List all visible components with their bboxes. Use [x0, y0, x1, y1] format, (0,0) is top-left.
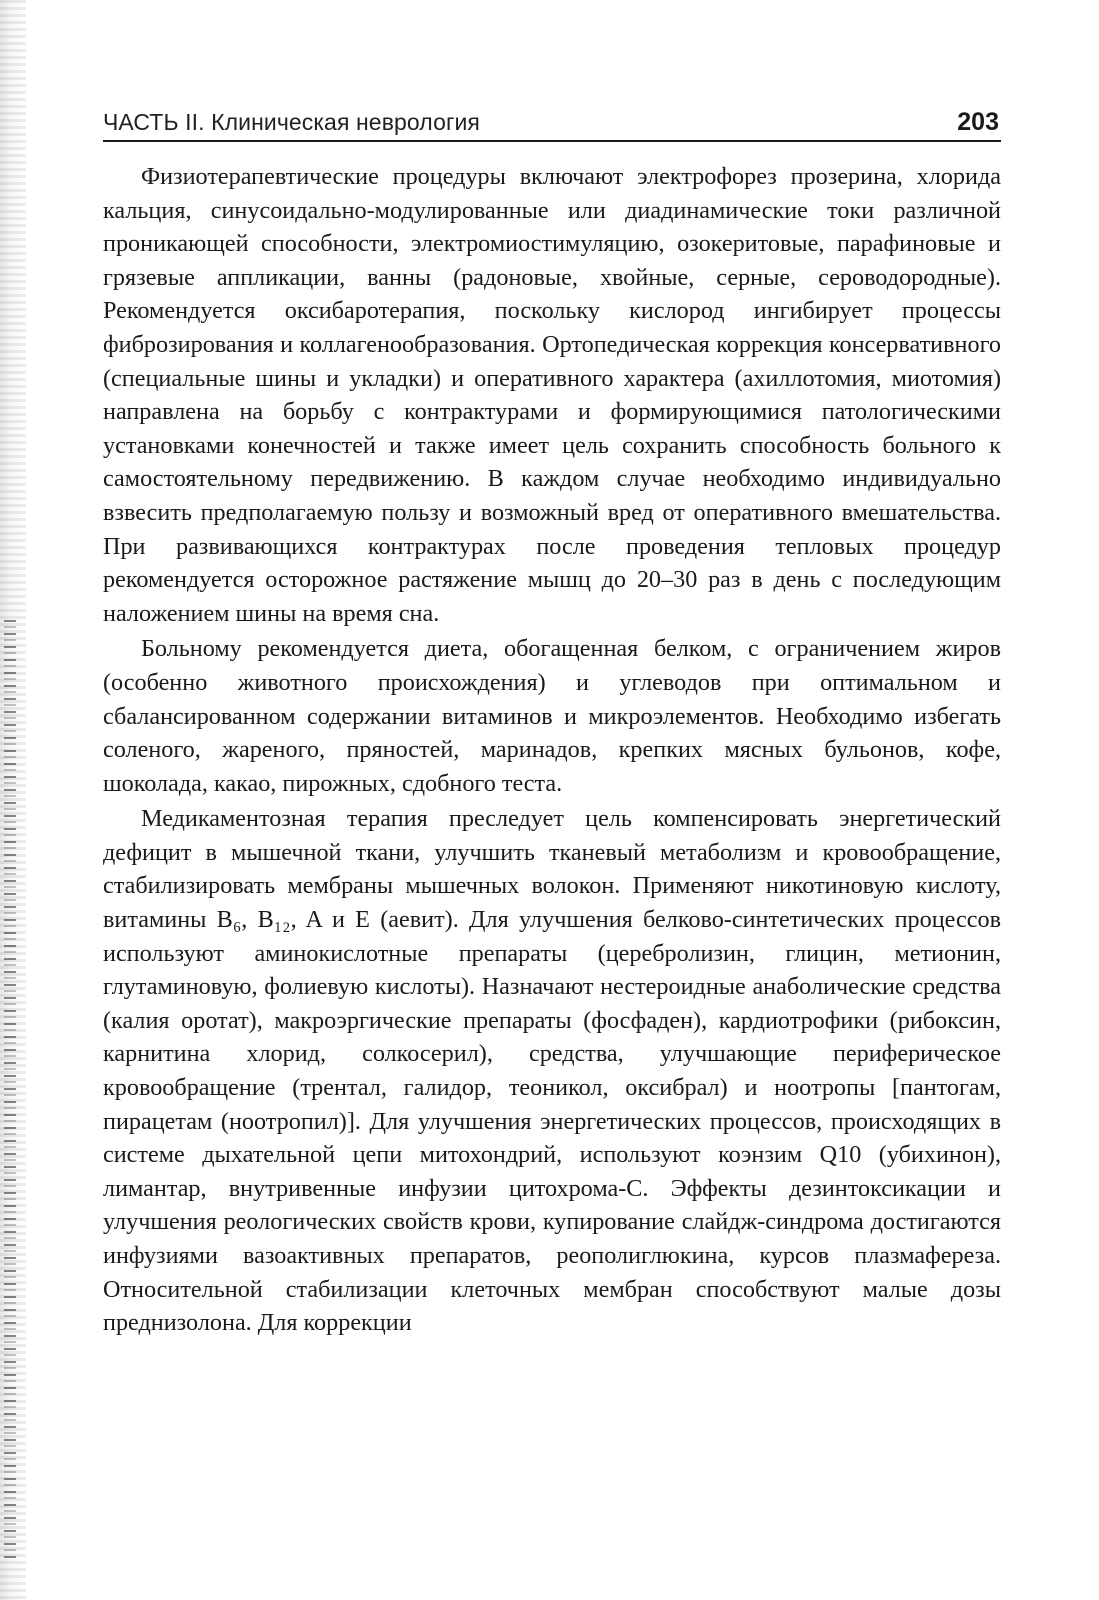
- body-text: [103, 160, 1001, 1340]
- paragraph-medication: Медикаментозная терапия преследует цель компенсировать энергетический дефицит в мышечной ткани, улучшить тканевый метаболизм и кровообращение, стабилизировать мембраны мышечных волокон. Применяют никотиновую кислоту, витамины B₆, B₁₂, A и E (аевит). Для улучшения белково-синтетических процессов используют аминокислотные препараты (церебролизин, глицин, метионин, глутаминовую, фолиевую кислоты). Назначают нестероидные анаболические средства (калия оротат), макроэргические препараты (фосфаден), кардиотрофики (рибоксин, карнитина хлорид, солкосерил), средства, улучшающие периферическое кровообращение (трентал, галидор, теоникол, оксибрал) и ноотропы [пантогам, пирацетам (ноотропил)]. Для улучшения энергетических процессов, происходящих в системе дыхательной цепи митохондрий, используют коэнзим Q10 (убихинон), лимантар, внутривенные инфузии цитохрома-С. Эффекты дезинтоксикации и улучшения реологических свойств крови, купирование слайдж-синдрома достигаются инфузиями вазоактивных препаратов, реополиглюкина, курсов плазмафереза. Относительной стабилизации клеточных мембран способствуют малые дозы преднизолона. Для коррекции: [103, 805, 1001, 1337]
- running-header: [103, 104, 1001, 142]
- scan-edge-speckle: [4, 620, 16, 1560]
- paragraph-physiotherapy: Физиотерапевтические процедуры включают электрофорез прозерина, хлорида кальция, синусоидально-модулированные или диадинамические токи различной проникающей способности, электромиостимуляцию, озокеритовые, парафиновые и грязевые аппликации, ванны (радоновые, хвойные, серные, сероводородные). Рекомендуется оксибаротерапия, поскольку кислород ингибирует процессы фиброзирования и коллагенообразования. Ортопедическая коррекция консервативного (специальные шины и укладки) и оперативного характера (ахиллотомия, миотомия) направлена на борьбу с контрактурами и формирующимися патологическими установками конечностей и также имеет цель сохранить способность больного к самостоятельному передвижению. В каждом случае необходимо индивидуально взвесить предполагаемую пользу и возможный вред от оперативного вмешательства. При развивающихся контрактурах после проведения тепловых процедур рекомендуется осторожное растяжение мышц до 20–30 раз в день с последующим наложением шины на время сна.: [103, 163, 1001, 627]
- part-title: ЧАСТЬ II. Клиническая неврология: [103, 109, 480, 135]
- paragraph-diet: Больному рекомендуется диета, обогащенная белком, с ограничением жиров (особенно животного происхождения) и углеводов при оптимальном и сбалансированном содержании витаминов и микроэлементов. Необходимо избегать соленого, жареного, пряностей, маринадов, крепких мясных бульонов, кофе, шоколада, какао, пирожных, сдобного теста.: [103, 635, 1001, 797]
- page-number: 203: [957, 108, 999, 136]
